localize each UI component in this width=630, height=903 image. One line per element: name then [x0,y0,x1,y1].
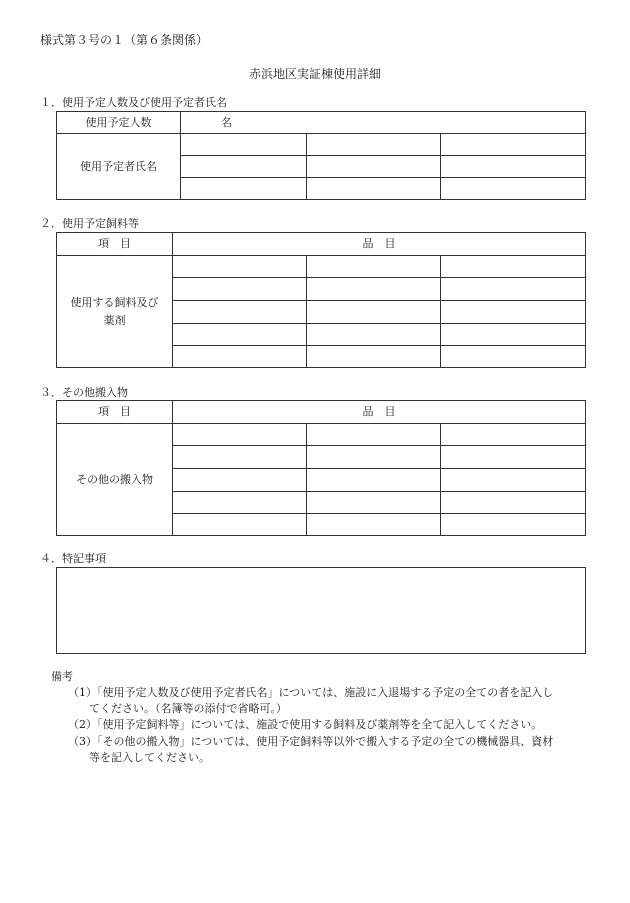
item-header: 項 目 [57,401,173,424]
feed-cell[interactable] [307,301,441,324]
feed-cell[interactable] [441,301,586,324]
name-cell[interactable] [441,156,586,178]
item-header: 項 目 [57,233,173,256]
section4-heading: ４．特記事項 [40,552,106,565]
section3-table [56,400,586,536]
name-cell[interactable] [307,134,441,156]
remark-item: （1）「使用予定人数及び使用予定者氏名」については、施設に入退場する予定の全ての者を記入し [68,686,554,699]
feed-cell[interactable] [307,256,441,278]
feed-cell[interactable] [307,324,441,346]
count-field[interactable] [181,112,586,134]
product-header: 品 目 [173,233,586,256]
special-notes-box[interactable] [56,567,586,654]
feed-cell[interactable] [441,346,586,368]
remark-item: （2）「使用予定飼料等」については、施設で使用する飼料及び薬剤等を全て記入してください。 [68,718,543,731]
other-cell[interactable] [441,514,586,536]
feed-cell[interactable] [441,256,586,278]
name-cell[interactable] [181,178,307,200]
other-cell[interactable] [441,469,586,492]
feed-cell[interactable] [173,346,307,368]
other-cell[interactable] [173,492,307,514]
product-header: 品 目 [173,401,586,424]
feed-label-line2: 薬剤 [103,313,126,327]
feed-cell[interactable] [307,346,441,368]
feed-cell[interactable] [173,256,307,278]
remark-item: （3）「その他の搬入物」については、使用予定飼料等以外で搬入する予定の全ての機械器具、資材 [68,735,554,748]
other-cell[interactable] [173,469,307,492]
name-cell[interactable] [181,134,307,156]
other-cell[interactable] [441,492,586,514]
other-cell[interactable] [173,514,307,536]
count-label: 使用予定人数 [57,112,181,134]
page-title: 赤浜地区実証棟使用詳細 [248,67,381,81]
other-cell[interactable] [173,424,307,446]
feed-label-line1: 使用する飼料及び [70,295,159,309]
feed-label [57,256,173,368]
other-cell[interactable] [307,492,441,514]
feed-cell[interactable] [173,301,307,324]
other-cell[interactable] [307,514,441,536]
form-number: 様式第３号の１（第６条関係） [40,33,209,47]
other-cell[interactable] [307,446,441,469]
remark-item: 等を記入してください。 [89,751,210,764]
name-cell[interactable] [307,178,441,200]
section3-heading: ３．その他搬入物 [40,386,128,399]
other-cell[interactable] [441,446,586,469]
other-cell[interactable] [307,424,441,446]
feed-cell[interactable] [173,278,307,301]
feed-cell[interactable] [307,278,441,301]
remark-item: てください。（名簿等の添付で省略可。） [89,702,287,715]
section1-table [56,111,586,200]
feed-cell[interactable] [441,324,586,346]
other-cell[interactable] [307,469,441,492]
remarks-heading: 備考 [51,670,73,683]
count-unit: 名 [221,115,232,129]
other-items-label: その他の搬入物 [57,424,173,536]
feed-cell[interactable] [173,324,307,346]
section2-heading: ２．使用予定飼料等 [40,217,139,230]
names-label: 使用予定者氏名 [57,134,181,200]
name-cell[interactable] [181,156,307,178]
feed-cell[interactable] [441,278,586,301]
name-cell[interactable] [441,178,586,200]
name-cell[interactable] [307,156,441,178]
name-cell[interactable] [441,134,586,156]
section1-heading: １．使用予定人数及び使用予定者氏名 [40,96,227,109]
other-cell[interactable] [173,446,307,469]
section2-table [56,232,586,368]
other-cell[interactable] [441,424,586,446]
